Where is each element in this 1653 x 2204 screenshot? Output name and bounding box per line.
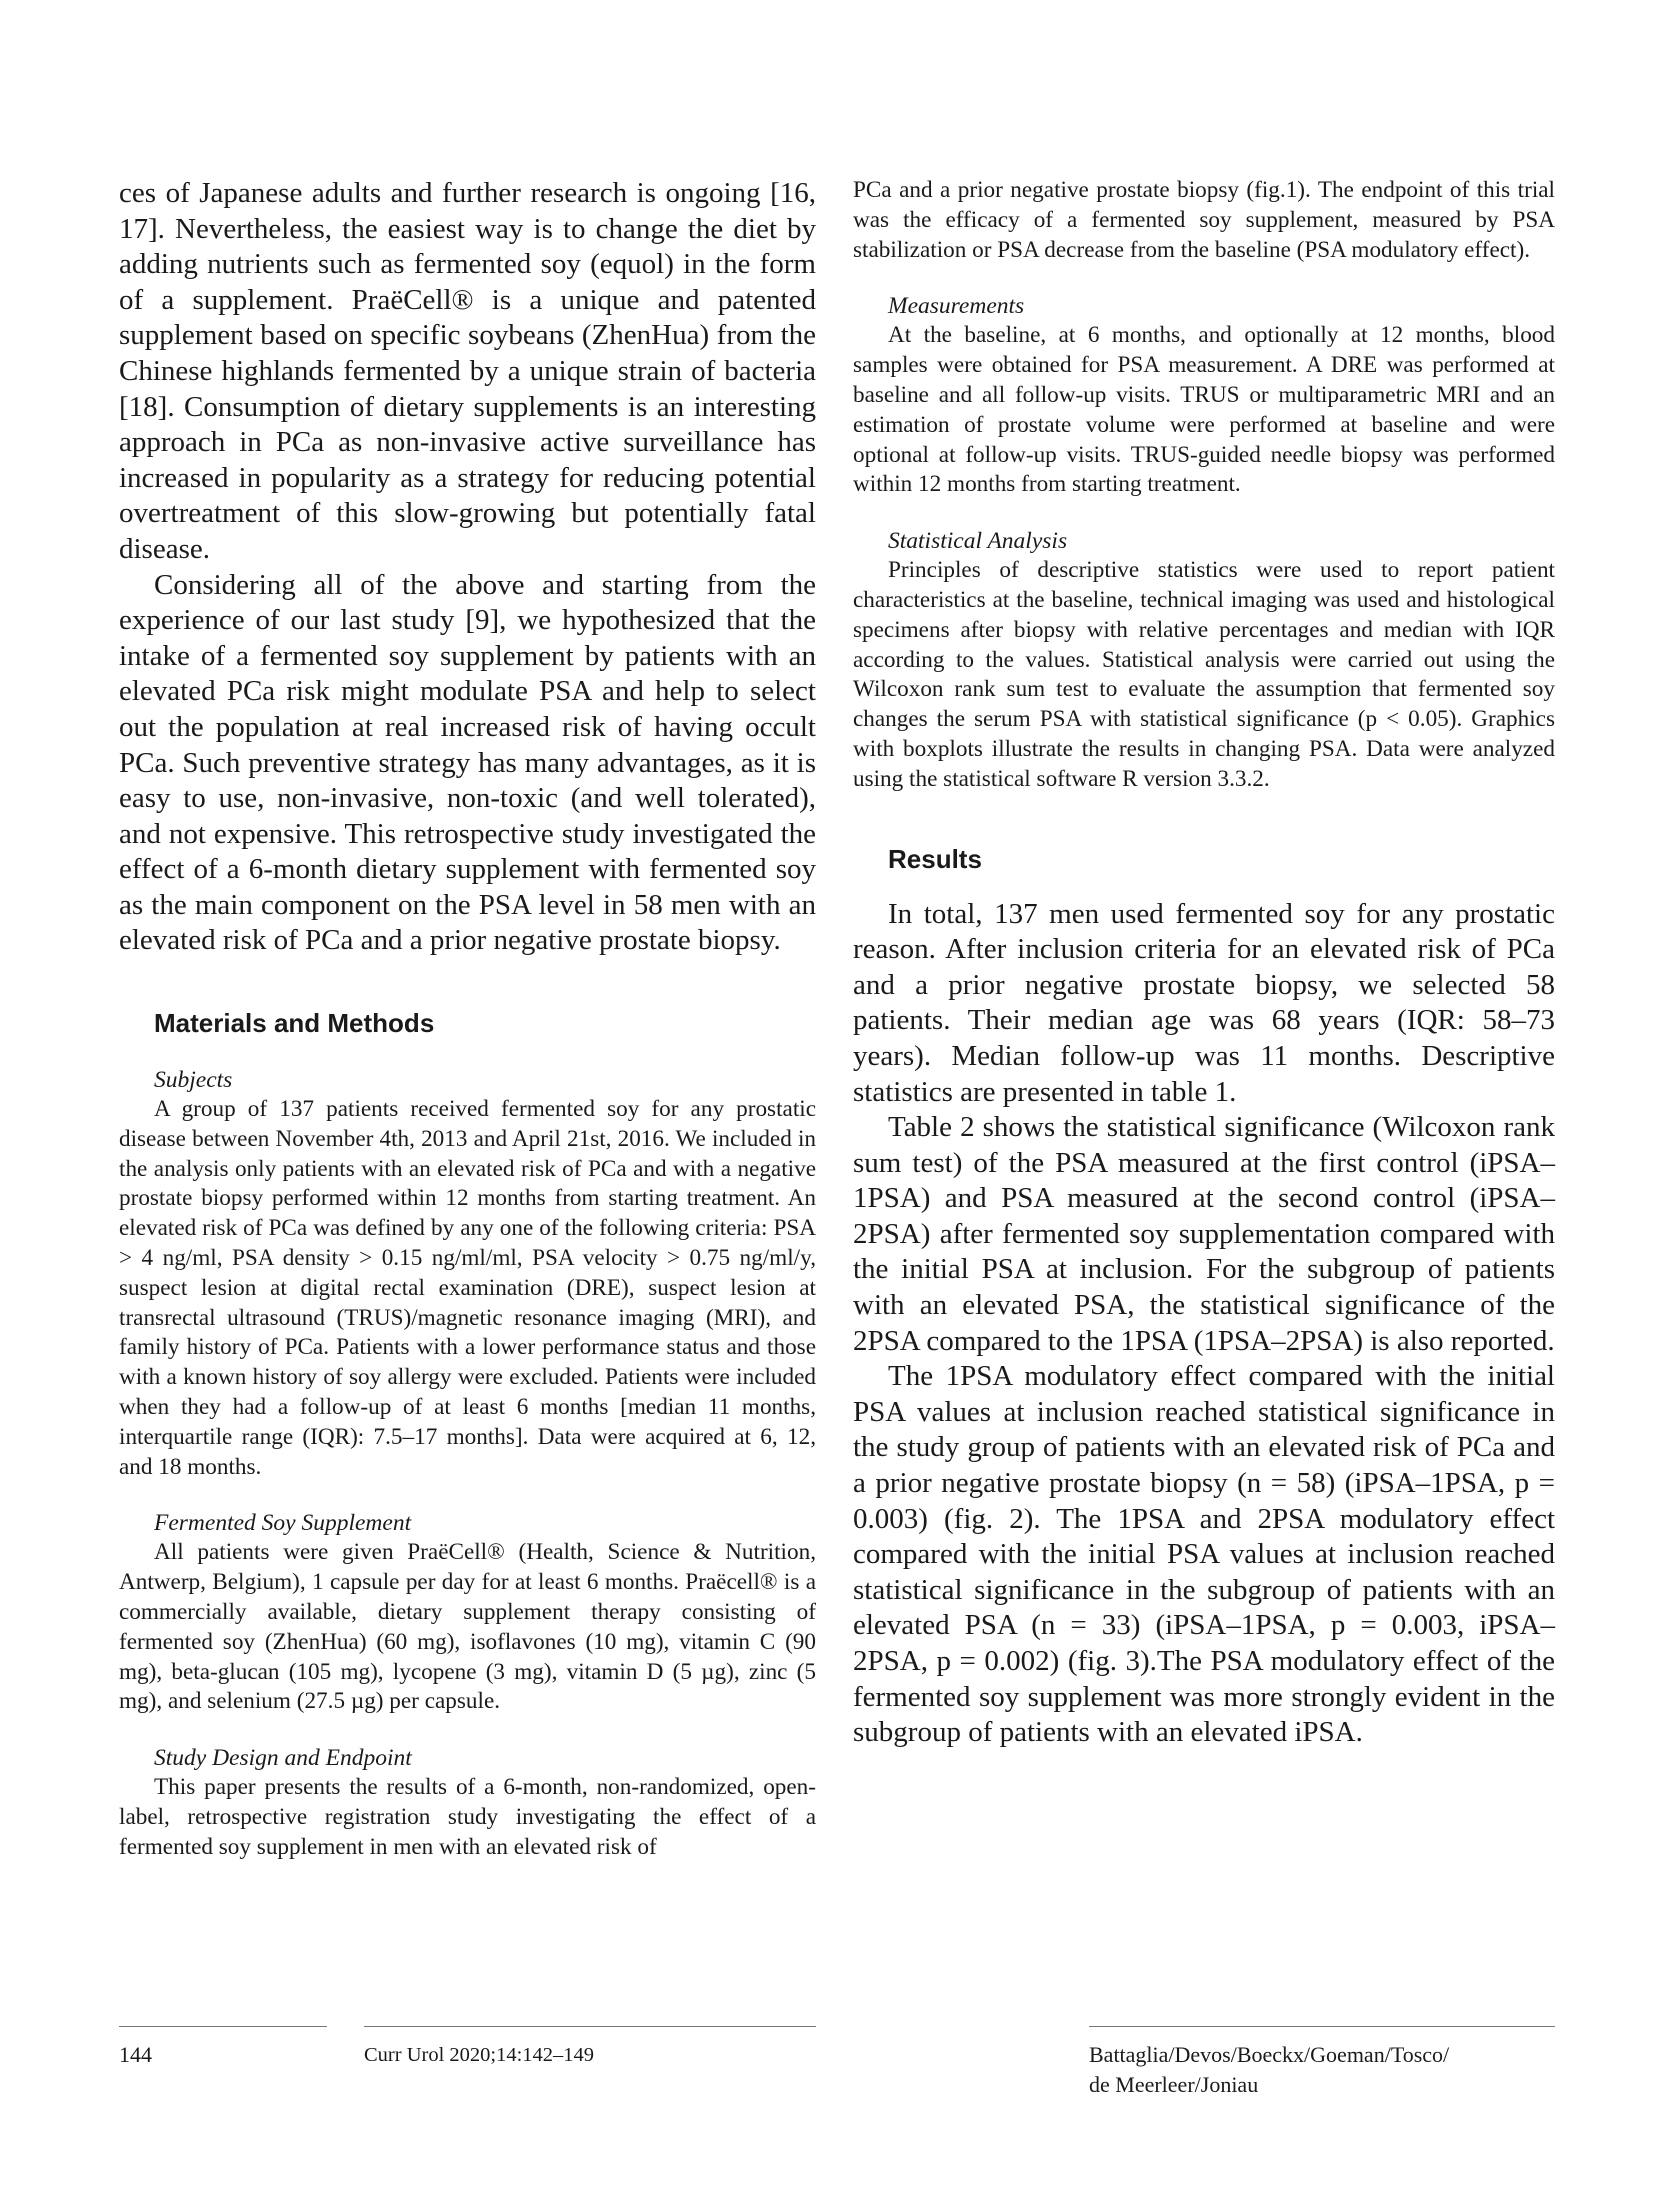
subsection-heading-design: Study Design and Endpoint <box>154 1745 412 1772</box>
subsection-heading-measurements: Measurements <box>888 293 1025 320</box>
supplement-paragraph: All patients were given PraëCell® (Health, Science & Nutrition, Antwerp, Belgium), 1 capsule per day for at least 6 months. Praëcell® is a commercially available, dietary supplement therapy consisting of fermented soy (ZhenHua) (60 mg), isoflavones (10 mg), vitamin C (90 mg), beta-glucan (105 mg), lycopene (3 mg), vitamin D (5 µg), zinc (5 mg), and selenium (27.5 µg) per capsule. <box>119 1539 816 1715</box>
footer-rule-journal <box>364 2026 816 2027</box>
measurements-paragraph: At the baseline, at 6 months, and optionally at 12 months, blood samples were obtained for PSA measurement. A DRE was performed at baseline and all follow-up visits. TRUS or multiparametric MRI and an estimation of prostate volume were performed at baseline and were optional at follow-up visits. TRUS-guided needle biopsy was performed within 12 months from starting treatment. <box>853 322 1555 498</box>
design-continued-paragraph: PCa and a prior negative prostate biopsy (fig.1). The endpoint of this trial was the efficacy of a fermented soy supplement, measured by PSA stabilization or PSA decrease from the baseline (PSA modulatory effect). <box>853 177 1555 263</box>
section-heading-results: Results <box>888 843 982 874</box>
journal-citation: Curr Urol 2020;14:142–149 <box>364 2044 595 2066</box>
footer-rule-page <box>119 2026 327 2027</box>
results-paragraph-1: In total, 137 men used fermented soy for any prostatic reason. After inclusion criteria for an elevated risk of PCa and a prior negative prostate biopsy, we selected 58 patients. Their median age was 68 years (IQR: 58–73 years). Median follow-up was 11 months. Descriptive statistics are presented in table 1. <box>853 897 1555 1108</box>
subsection-heading-subjects: Subjects <box>154 1067 233 1094</box>
intro-paragraph-2: Considering all of the above and starting from the experience of our last study [9], we hypothesized that the intake of a fermented soy supplement by patients with an elevated PCa risk might modulate PSA and help to select out the population at real increased risk of having occult PCa. Such preventive strategy has many advantages, as it is easy to use, non-invasive, non-toxic (and well tolerated), and not expensive. This retrospective study investigated the effect of a 6-month dietary supplement with fermented soy as the main component on the PSA level in 58 men with an elevated risk of PCa and a prior negative prostate biopsy. <box>119 568 816 957</box>
subjects-paragraph: A group of 137 patients received fermented soy for any prostatic disease between November 4th, 2013 and April 21st, 2016. We included in the analysis only patients with an elevated risk of PCa and with a negative prostate biopsy performed within 12 months from starting treatment. An elevated risk of PCa was defined by any one of the following criteria: PSA > 4 ng/ml, PSA density > 0.15 ng/ml/ml, PSA velocity > 0.75 ng/ml/y, suspect lesion at digital rectal examination (DRE), suspect lesion at transrectal ultrasound (TRUS)/magnetic resonance imaging (MRI), and family history of PCa. Patients with a lower performance status and those with a known history of soy allergy were excluded. Patients were included when they had a follow-up of at least 6 months [median 11 months, interquartile range (IQR): 7.5–17 months]. Data were acquired at 6, 12, and 18 months. <box>119 1096 816 1480</box>
intro-paragraph-1: ces of Japanese adults and further research is ongoing [16, 17]. Nevertheless, the easiest way is to change the diet by adding nutrients such as fermented soy (equol) in the form of a supplement. PraëCell® is a unique and patented supplement based on specific soybeans (ZhenHua) from the Chinese highlands fermented by a unique strain of bacteria [18]. Consumption of dietary supplements is an interesting approach in PCa as non-invasive active surveillance has increased in popularity as a strategy for reducing potential overtreatment of this slow-growing but potentially fatal disease. <box>119 177 816 565</box>
author-list-line-2: de Meerleer/Joniau <box>1089 2072 1259 2097</box>
subsection-heading-statistics: Statistical Analysis <box>888 528 1068 555</box>
page-number: 144 <box>119 2042 152 2067</box>
section-heading-methods: Materials and Methods <box>154 1008 435 1039</box>
author-list <box>1089 2040 1449 2100</box>
left-column <box>119 176 816 1863</box>
footer-rule-authors <box>1089 2026 1555 2027</box>
subsection-heading-supplement: Fermented Soy Supplement <box>154 1510 412 1537</box>
design-paragraph: This paper presents the results of a 6-month, non-randomized, open-label, retrospective registration study investigating the effect of a fermented soy supplement in men with an elevated risk of <box>119 1774 816 1860</box>
results-paragraph-2: Table 2 shows the statistical significance (Wilcoxon rank sum test) of the PSA measured at the first control (iPSA–1PSA) and PSA measured at the second control (iPSA–2PSA) after fermented soy supplementation compared with the initial PSA at inclusion. For the subgroup of patients with an elevated PSA, the statistical significance of the 2PSA compared to the 1PSA (1PSA–2PSA) is also reported. <box>853 1111 1555 1357</box>
results-paragraph-3: The 1PSA modulatory effect compared with the initial PSA values at inclusion reached statistical significance in the study group of patients with an elevated risk of PCa and a prior negative prostate biopsy (n = 58) (iPSA–1PSA, p = 0.003) (fig. 2). The 1PSA and 2PSA modulatory effect compared with the initial PSA values at inclusion reached statistical significance in the subgroup of patients with an elevated PSA (n = 33) (iPSA–1PSA, p = 0.003, iPSA–2PSA, p = 0.002) (fig. 3).The PSA modulatory effect of the fermented soy supplement was more strongly evident in the subgroup of patients with an elevated iPSA. <box>853 1360 1555 1749</box>
author-list-line-1: Battaglia/Devos/Boeckx/Goeman/Tosco/ <box>1089 2042 1450 2067</box>
right-column <box>853 176 1555 1751</box>
statistics-paragraph: Principles of descriptive statistics were used to report patient characteristics at the baseline, technical imaging was used and histological specimens after biopsy with relative percentages and median with IQR according to the values. Statistical analysis were carried out using the Wilcoxon rank sum test to evaluate the assumption that fermented soy changes the serum PSA with statistical significance (p < 0.05). Graphics with boxplots illustrate the results in changing PSA. Data were analyzed using the statistical software R version 3.3.2. <box>853 557 1555 792</box>
